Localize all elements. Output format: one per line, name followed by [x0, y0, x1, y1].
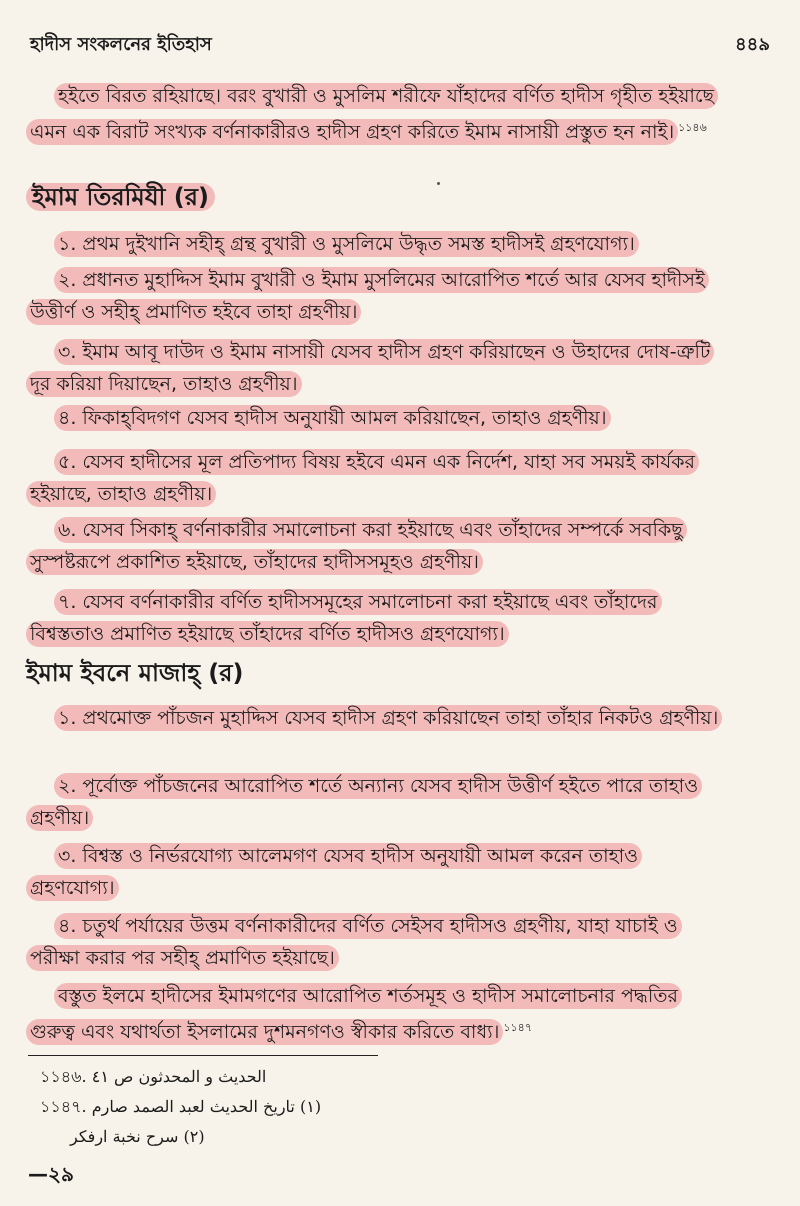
list-item: ৩. বিশ্বস্ত ও নির্ভরযোগ্য আলেমগণ যেসব হাদীস অনুযায়ী আমল করেন তাহাও গ্রহণযোগ্য। [26, 840, 726, 904]
section-heading-tirmidhi: ইমাম তিরমিযী (র) [26, 180, 215, 214]
page-number: ৪৪৯ [734, 34, 770, 55]
ink-speck [437, 182, 440, 185]
footnote-ref: ১১৪৭ [503, 1021, 532, 1034]
list-item: ২. পূর্বোক্ত পাঁচজনের আরোপিত শর্তে অন্যান্য যেসব হাদীস উত্তীর্ণ হইতে পারে তাহাও গ্রহণীয়। [26, 770, 726, 834]
footnote: ১১৪৬. الحديث و المحدثون ص ٤١ [40, 1067, 267, 1086]
list-item: ৬. যেসব সিকাহ্ বর্ণনাকারীর সমালোচনা করা হইয়াছে এবং তাঁহাদের সম্পর্কে সবকিছু সুস্পষ্টরূপে প্রকাশিত হইয়াছে, তাঁহাদের হাদীসসমূহও গ্রহণীয়। [26, 514, 726, 578]
list-item: ৪. চতুর্থ পর্যায়ের উত্তম বর্ণনাকারীদের বর্ণিত সেইসব হাদীসও গ্রহণীয়, যাহা যাচাই ও পরীক্ষা করার পর সহীহ্ প্রমাণিত হইয়াছে। [26, 910, 726, 974]
signature-mark: —২৯ [28, 1162, 74, 1186]
conclusion-paragraph: বস্তুত ইলমে হাদীসের ইমামগণের আরোপিত শর্তসমূহ ও হাদীস সমালোচনার পদ্ধতির গুরুত্ব এবং যথার্থতা ইসলামের দুশমনগণও স্বীকার করিতে বাধ্য। $^{১১৪৭}$ [26, 980, 726, 1048]
list-item: ৪. ফিকাহ্‌বিদগণ যেসব হাদীস অনুযায়ী আমল করিয়াছেন, তাহাও গ্রহণীয়। [26, 402, 726, 434]
footnote-ref: ১১৪৬ [678, 121, 707, 134]
section-heading-ibn-majah: ইমাম ইবনে মাজাহ্ (র) [26, 659, 244, 687]
list-item: ৭. যেসব বর্ণনাকারীর বর্ণিত হাদীসসমূহের সমালোচনা করা হইয়াছে এবং তাঁহাদের বিশ্বস্ততাও প্রমাণিত হইয়াছে তাঁহাদের বর্ণিত হাদীসও গ্রহণযোগ্য। [26, 586, 726, 650]
list-item: ১. প্রথমোক্ত পাঁচজন মুহাদ্দিস যেসব হাদীস গ্রহণ করিয়াছেন তাহা তাঁহার নিকটও গ্রহণীয়। [26, 702, 726, 734]
footnote: ১১৪৭. (١) تاريخ الحديث لعبد الصمد صارم [40, 1097, 322, 1116]
intro-paragraph [26, 80, 726, 148]
running-title: হাদীস সংকলনের ইতিহাস [30, 34, 212, 55]
list-item: ১. প্রথম দুইখানি সহীহ্ গ্রন্থ বুখারী ও মুসলিমে উদ্ধৃত সমস্ত হাদীসই গ্রহণযোগ্য। [26, 228, 726, 260]
intro-text: হইতে বিরত রহিয়াছে। বরং বুখারী ও মুসলিম শরীফে যাঁহাদের বর্ণিত হাদীস গৃহীত হইয়াছে এমন এক বিরাট সংখ্যক বর্ণনাকারীরও হাদীস গ্রহণ করিতে ইমাম নাসায়ী প্রস্তুত হন নাই। [26, 83, 718, 145]
list-item: ৫. যেসব হাদীসের মূল প্রতিপাদ্য বিষয় হইবে এমন এক নির্দেশ, যাহা সব সময়ই কার্যকর হইয়াছে, তাহাও গ্রহণীয়। [26, 446, 726, 510]
list-item: ২. প্রধানত মুহাদ্দিস ইমাম বুখারী ও ইমাম মুসলিমের আরোপিত শর্তে আর যেসব হাদীসই উত্তীর্ণ ও সহীহ্ প্রমাণিত হইবে তাহা গ্রহণীয়। [26, 264, 726, 328]
footnote-divider [28, 1055, 378, 1056]
running-header [30, 30, 770, 60]
list-item: ৩. ইমাম আবূ দাউদ ও ইমাম নাসায়ী যেসব হাদীস গ্রহণ করিয়াছেন ও উহাদের দোষ-ত্রুটি দূর করিয়া দিয়াছেন, তাহাও গ্রহণীয়। [26, 336, 726, 400]
footnote: (٢) سرح نخبة ارفكر [70, 1127, 205, 1146]
